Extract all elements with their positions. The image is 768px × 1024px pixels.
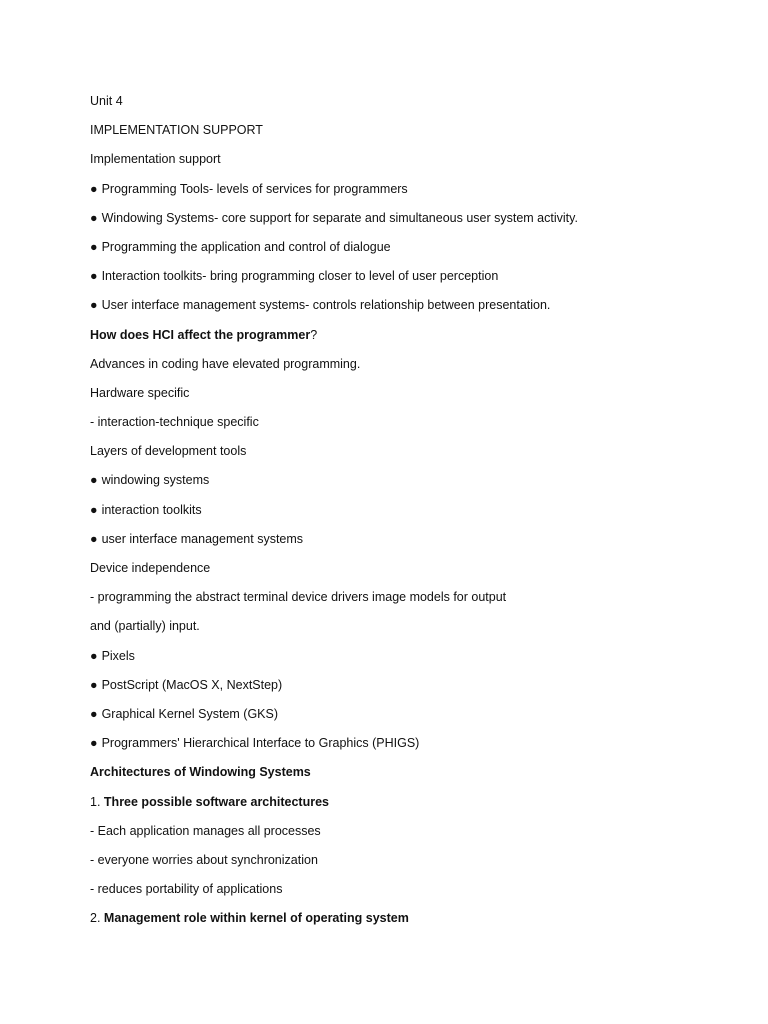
list-item: ● Pixels — [90, 648, 135, 663]
bullet-icon: ● — [90, 736, 98, 751]
bullet-icon: ● — [90, 181, 98, 196]
list-item: ● windowing systems — [90, 473, 210, 488]
bullet-icon: ● — [90, 502, 98, 517]
unit-label: Unit 4 — [90, 94, 123, 108]
list-item: ● user interface management systems — [90, 531, 304, 546]
numbered-heading: 1. Three possible software architectures — [90, 794, 330, 809]
list-item: - Each application manages all processes — [90, 823, 321, 838]
list-item: ● Programming the application and control of dialogue — [90, 239, 391, 254]
bullet-icon: ● — [90, 269, 98, 284]
subheading: Implementation support — [90, 152, 221, 167]
document-page — [90, 93, 730, 939]
paragraph: - interaction-technique specific — [90, 415, 259, 430]
paragraph: Layers of development tools — [90, 444, 247, 459]
list-item: ● PostScript (MacOS X, NextStep) — [90, 677, 283, 692]
list-item: ● Programmers' Hierarchical Interface to Graphics (PHIGS) — [90, 736, 420, 751]
bullet-icon: ● — [90, 298, 98, 313]
list-item: ● User interface management systems- controls relationship between presentation. — [90, 298, 551, 313]
paragraph: Advances in coding have elevated programming. — [90, 356, 361, 371]
bullet-icon: ● — [90, 531, 98, 546]
section-heading: IMPLEMENTATION SUPPORT — [90, 123, 263, 138]
paragraph: and (partially) input. — [90, 619, 200, 634]
list-item: ● Interaction toolkits- bring programming closer to level of user perception — [90, 269, 499, 284]
paragraph: Hardware specific — [90, 385, 190, 400]
bullet-icon: ● — [90, 677, 98, 692]
bullet-icon: ● — [90, 706, 98, 721]
bullet-icon: ● — [90, 239, 98, 254]
list-item: - everyone worries about synchronization — [90, 852, 318, 867]
list-item: ● Programming Tools- levels of services for programmers — [90, 181, 408, 196]
paragraph: Device independence — [90, 561, 211, 575]
bullet-icon: ● — [90, 648, 98, 663]
numbered-heading: 2. Management role within kernel of operating system — [90, 911, 409, 926]
question-heading: How does HCI affect the programmer? — [90, 327, 318, 342]
list-item: ● Windowing Systems- core support for separate and simultaneous user system activity. — [90, 210, 578, 225]
bullet-icon: ● — [90, 210, 98, 225]
list-item: - reduces portability of applications — [90, 882, 283, 897]
architectures-heading: Architectures of Windowing Systems — [90, 765, 311, 780]
list-item: ● interaction toolkits — [90, 502, 202, 517]
list-item: ● Graphical Kernel System (GKS) — [90, 706, 279, 721]
paragraph: - programming the abstract terminal device drivers image models for output — [90, 590, 507, 605]
bullet-icon: ● — [90, 473, 98, 488]
